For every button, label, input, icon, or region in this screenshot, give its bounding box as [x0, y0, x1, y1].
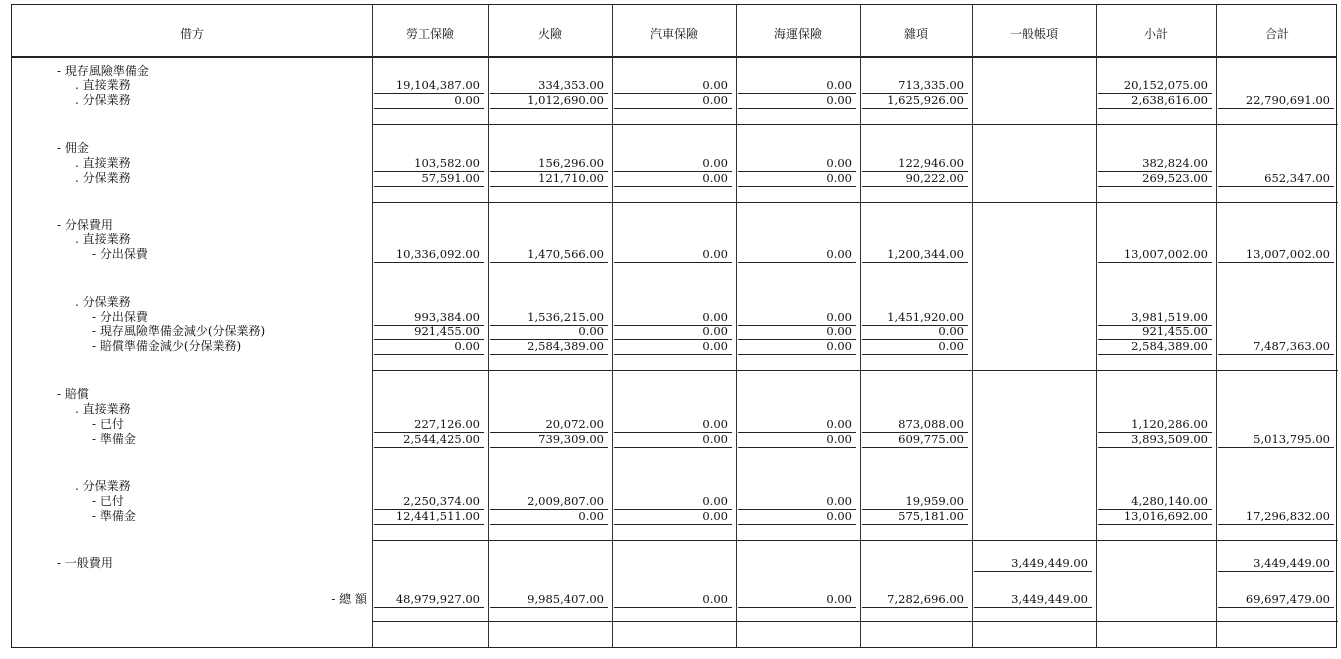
- amount-underline: [490, 354, 608, 355]
- amount-underline: [974, 607, 1092, 608]
- amount-cell: 48,979,927.00: [395, 592, 480, 606]
- amount-underline: [614, 108, 732, 109]
- row-label: . 分保業務: [75, 171, 131, 185]
- amount-underline: [490, 262, 608, 263]
- ledger-sheet: [11, 4, 1337, 648]
- amount-underline: [738, 262, 856, 263]
- amount-cell: 334,353.00: [538, 78, 604, 92]
- amount-cell: 0.00: [578, 509, 604, 523]
- row-label: - 分出保費: [92, 310, 148, 324]
- row-label: . 分保業務: [75, 93, 131, 107]
- amount-cell: 10,336,092.00: [395, 247, 480, 261]
- amount-cell: 993,384.00: [414, 310, 480, 324]
- amount-cell: 575,181.00: [898, 509, 964, 523]
- row-label: . 直接業務: [75, 156, 131, 170]
- amount-cell: 1,012,690.00: [527, 93, 604, 107]
- amount-cell: 122,946.00: [898, 156, 964, 170]
- amount-underline: [1218, 607, 1334, 608]
- header-general-account: 一般帳項: [1009, 27, 1058, 41]
- amount-underline: [862, 354, 968, 355]
- amount-cell: 0.00: [826, 310, 852, 324]
- amount-cell: 121,710.00: [538, 171, 604, 185]
- amount-cell: 227,126.00: [414, 417, 480, 431]
- amount-cell: 652,347.00: [1264, 171, 1330, 185]
- amount-cell: 0.00: [702, 78, 728, 92]
- amount-cell: 3,449,449.00: [1011, 592, 1088, 606]
- row-label: - 已付: [92, 417, 124, 431]
- row-label: - 一般費用: [57, 556, 113, 570]
- amount-cell: 0.00: [826, 494, 852, 508]
- amount-cell: 0.00: [702, 247, 728, 261]
- amount-underline: [374, 354, 484, 355]
- amount-underline: [738, 524, 856, 525]
- amount-underline: [1098, 524, 1212, 525]
- header-row: [12, 5, 1336, 58]
- section-rule: [372, 202, 1338, 203]
- amount-underline: [1218, 354, 1334, 355]
- amount-underline: [374, 262, 484, 263]
- amount-underline: [738, 607, 856, 608]
- amount-underline: [614, 354, 732, 355]
- amount-cell: 0.00: [702, 93, 728, 107]
- amount-cell: 2,544,425.00: [403, 432, 480, 446]
- amount-cell: 4,280,140.00: [1131, 494, 1208, 508]
- ledger-body: [12, 58, 1336, 648]
- amount-underline: [1098, 108, 1212, 109]
- amount-underline: [490, 186, 608, 187]
- amount-underline: [1098, 354, 1212, 355]
- amount-cell: 19,959.00: [905, 494, 964, 508]
- row-label: . 分保業務: [75, 295, 131, 309]
- amount-cell: 2,250,374.00: [403, 494, 480, 508]
- amount-cell: 13,007,002.00: [1123, 247, 1208, 261]
- amount-underline: [1218, 447, 1334, 448]
- amount-underline: [862, 607, 968, 608]
- amount-underline: [614, 186, 732, 187]
- amount-underline: [614, 524, 732, 525]
- header-subtotal: 小計: [1143, 27, 1168, 41]
- amount-underline: [1218, 262, 1334, 263]
- amount-cell: 22,790,691.00: [1245, 93, 1330, 107]
- amount-cell: 0.00: [702, 310, 728, 324]
- row-label: . 分保業務: [75, 479, 131, 493]
- amount-underline: [1098, 262, 1212, 263]
- amount-underline: [614, 607, 732, 608]
- amount-cell: 0.00: [826, 171, 852, 185]
- amount-cell: 0.00: [826, 78, 852, 92]
- amount-cell: 1,120,286.00: [1131, 417, 1208, 431]
- amount-underline: [374, 447, 484, 448]
- amount-cell: 0.00: [826, 339, 852, 353]
- header-miscellaneous: 雜項: [903, 27, 928, 41]
- amount-cell: 0.00: [702, 432, 728, 446]
- amount-cell: 2,584,389.00: [527, 339, 604, 353]
- amount-cell: 12,441,511.00: [395, 509, 480, 523]
- row-label: - 賠償準備金減少(分保業務): [92, 339, 242, 353]
- amount-cell: 20,072.00: [545, 417, 604, 431]
- header-marine-insurance: 海運保險: [773, 27, 822, 41]
- amount-cell: 0.00: [826, 432, 852, 446]
- amount-cell: 921,455.00: [414, 324, 480, 338]
- header-labour-insurance: 勞工保險: [405, 27, 454, 41]
- amount-cell: 0.00: [826, 93, 852, 107]
- section-rule: [372, 621, 1338, 622]
- amount-cell: 739,309.00: [538, 432, 604, 446]
- header-debit: 借方: [179, 27, 204, 41]
- amount-underline: [374, 607, 484, 608]
- amount-cell: 13,016,692.00: [1123, 509, 1208, 523]
- amount-cell: 0.00: [938, 339, 964, 353]
- header-total: 合計: [1264, 27, 1289, 41]
- amount-cell: 0.00: [826, 509, 852, 523]
- amount-cell: 921,455.00: [1142, 324, 1208, 338]
- amount-cell: 0.00: [826, 247, 852, 261]
- row-label: - 總 額: [331, 592, 367, 606]
- amount-underline: [490, 447, 608, 448]
- amount-cell: 3,981,519.00: [1131, 310, 1208, 324]
- amount-cell: 7,282,696.00: [887, 592, 964, 606]
- amount-underline: [862, 524, 968, 525]
- amount-cell: 0.00: [826, 417, 852, 431]
- amount-cell: 57,591.00: [421, 171, 480, 185]
- row-label: . 直接業務: [75, 402, 131, 416]
- amount-cell: 3,893,509.00: [1131, 432, 1208, 446]
- amount-cell: 0.00: [454, 339, 480, 353]
- amount-underline: [974, 571, 1092, 572]
- row-label: - 現存風險準備金: [57, 64, 149, 78]
- section-rule: [372, 124, 1338, 125]
- amount-cell: 17,296,832.00: [1245, 509, 1330, 523]
- amount-cell: 13,007,002.00: [1245, 247, 1330, 261]
- amount-cell: 2,638,616.00: [1131, 93, 1208, 107]
- amount-underline: [614, 447, 732, 448]
- amount-cell: 1,470,566.00: [527, 247, 604, 261]
- amount-underline: [738, 354, 856, 355]
- row-label: - 已付: [92, 494, 124, 508]
- amount-cell: 19,104,387.00: [395, 78, 480, 92]
- amount-cell: 103,582.00: [414, 156, 480, 170]
- amount-cell: 1,451,920.00: [887, 310, 964, 324]
- amount-underline: [862, 186, 968, 187]
- header-motor-insurance: 汽車保險: [649, 27, 698, 41]
- amount-cell: 7,487,363.00: [1253, 339, 1330, 353]
- amount-cell: 269,523.00: [1142, 171, 1208, 185]
- amount-underline: [614, 262, 732, 263]
- amount-cell: 2,584,389.00: [1131, 339, 1208, 353]
- amount-cell: 0.00: [938, 324, 964, 338]
- amount-cell: 1,536,215.00: [527, 310, 604, 324]
- amount-cell: 0.00: [578, 324, 604, 338]
- amount-underline: [738, 108, 856, 109]
- section-rule: [372, 540, 1338, 541]
- amount-cell: 2,009,807.00: [527, 494, 604, 508]
- amount-cell: 3,449,449.00: [1011, 556, 1088, 570]
- amount-underline: [862, 108, 968, 109]
- amount-underline: [490, 607, 608, 608]
- amount-cell: 609,775.00: [898, 432, 964, 446]
- amount-underline: [1098, 447, 1212, 448]
- amount-underline: [1098, 186, 1212, 187]
- amount-underline: [1218, 186, 1334, 187]
- amount-underline: [490, 524, 608, 525]
- amount-cell: 90,222.00: [905, 171, 964, 185]
- amount-underline: [1218, 524, 1334, 525]
- amount-cell: 0.00: [702, 494, 728, 508]
- amount-underline: [374, 524, 484, 525]
- amount-underline: [738, 186, 856, 187]
- amount-cell: 0.00: [826, 592, 852, 606]
- row-label: . 直接業務: [75, 232, 131, 246]
- amount-underline: [374, 186, 484, 187]
- amount-underline: [862, 447, 968, 448]
- row-label: - 現存風險準備金減少(分保業務): [92, 324, 266, 338]
- amount-cell: 0.00: [454, 93, 480, 107]
- amount-cell: 0.00: [702, 324, 728, 338]
- amount-cell: 0.00: [702, 417, 728, 431]
- amount-cell: 3,449,449.00: [1253, 556, 1330, 570]
- row-label: - 分保費用: [57, 218, 113, 232]
- row-label: - 準備金: [92, 509, 136, 523]
- row-label: - 佣金: [57, 141, 89, 155]
- amount-underline: [374, 108, 484, 109]
- amount-underline: [862, 262, 968, 263]
- amount-cell: 0.00: [702, 156, 728, 170]
- amount-cell: 382,824.00: [1142, 156, 1208, 170]
- amount-cell: 20,152,075.00: [1123, 78, 1208, 92]
- amount-cell: 713,335.00: [898, 78, 964, 92]
- amount-cell: 0.00: [702, 339, 728, 353]
- row-label: - 賠償: [57, 387, 89, 401]
- amount-cell: 9,985,407.00: [527, 592, 604, 606]
- row-label: - 準備金: [92, 432, 136, 446]
- row-label: . 直接業務: [75, 78, 131, 92]
- amount-cell: 0.00: [826, 324, 852, 338]
- amount-cell: 69,697,479.00: [1245, 592, 1330, 606]
- amount-cell: 0.00: [702, 171, 728, 185]
- amount-underline: [1218, 108, 1334, 109]
- header-fire-insurance: 火險: [537, 27, 562, 41]
- amount-cell: 1,200,344.00: [887, 247, 964, 261]
- amount-cell: 873,088.00: [898, 417, 964, 431]
- amount-underline: [490, 108, 608, 109]
- amount-cell: 0.00: [702, 509, 728, 523]
- amount-cell: 0.00: [702, 592, 728, 606]
- amount-underline: [738, 447, 856, 448]
- row-label: - 分出保費: [92, 247, 148, 261]
- amount-underline: [1218, 571, 1334, 572]
- amount-cell: 5,013,795.00: [1253, 432, 1330, 446]
- amount-cell: 156,296.00: [538, 156, 604, 170]
- amount-cell: 1,625,926.00: [887, 93, 964, 107]
- amount-cell: 0.00: [826, 156, 852, 170]
- section-rule: [372, 370, 1338, 371]
